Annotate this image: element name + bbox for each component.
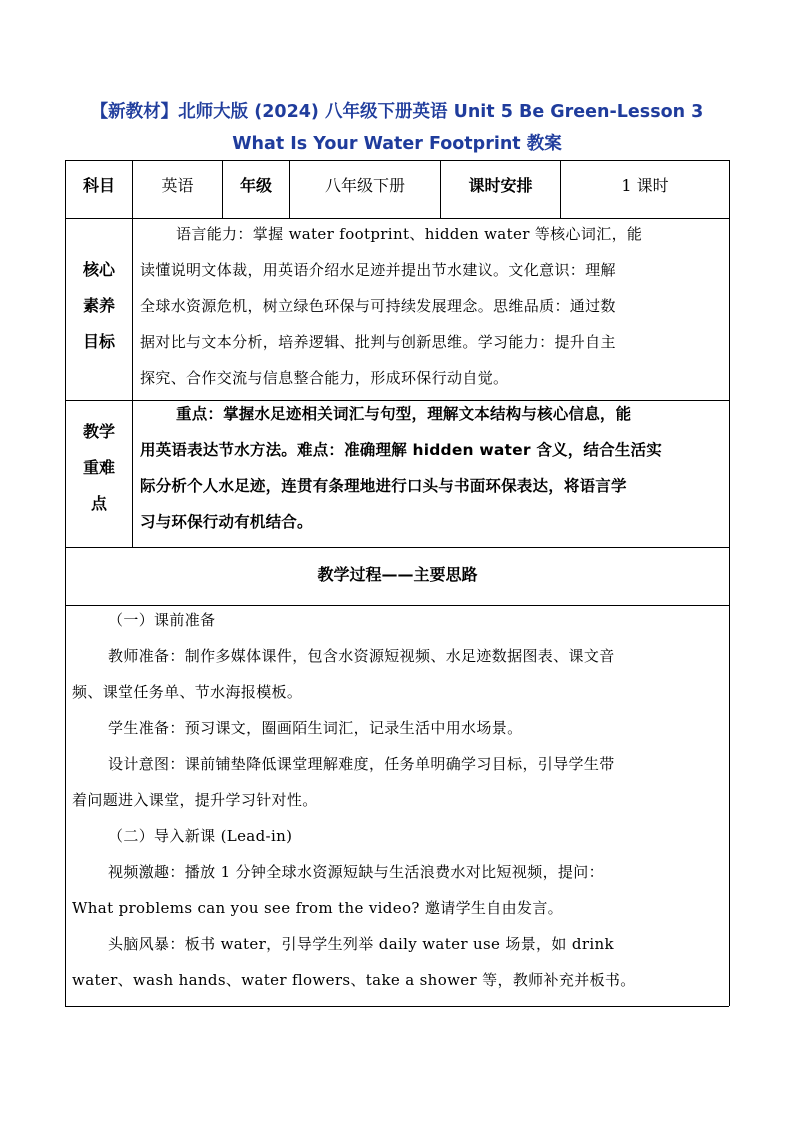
document-title-line-2: What Is Your Water Footprint 教案 bbox=[232, 134, 562, 154]
section-heading-prep: （一）课前准备 bbox=[108, 611, 216, 629]
grade-label: 年级 bbox=[239, 175, 272, 195]
process-heading: 教学过程——主要思路 bbox=[317, 564, 478, 584]
schedule-value: 1 课时 bbox=[621, 175, 669, 195]
document-title-line-1: 【新教材】北师大版 (2024) 八年级下册英语 Unit 5 Be Green-Lesson 3 bbox=[90, 102, 704, 122]
process-text: （一）课前准备 教师准备：制作多媒体课件，包含水资源短视频、水足迹数据图表、课文音 频、课堂任务单、节水海报模板。 学生准备：预习课文，圈画陌生词汇，记录生活中用水场景。 设计意图：课前铺垫降低课堂理解难度，任务单明确学习目标，引导学生带 着问题进入课堂，提升学习针对性。 （二）导入新课 (Lead-in) 视频激趣：播放 1 分钟全球水资源短缺与生活浪费水对比短视频，提问： What problems can you see from the video? 邀请学生自由发言。 头脑风暴：板书 water，引导学生列举 daily water use 场景，如 drink water、wash hands、water flowers、take a shower 等，教师补充并板书。 bbox=[72, 602, 724, 998]
goals-text: 语言能力：掌握 water footprint、hidden water 等核心词汇，能 读懂说明文体裁，用英语介绍水足迹并提出节水建议。文化意识：理解 全球水资源危机，树立绿色环保与可持续发展理念。思维品质：通过数 据对比与文本分析，培养逻辑、批判与创新思维。学习能力：提升自主 探究、合作交流与信息整合能力，形成环保行动自觉。 bbox=[140, 225, 643, 387]
section-heading-lead-in: （二）导入新课 (Lead-in) bbox=[108, 827, 293, 845]
schedule-label: 课时安排 bbox=[468, 175, 533, 195]
key-points-text: 重点：掌握水足迹相关词汇与句型，理解文本结构与核心信息，能 用英语表达节水方法。难点：准确理解 hidden water 含义，结合生活实 际分析个人水足迹，连贯有条理地进行口头与书面环保表达，将语言学 习与环保行动有机结合。 bbox=[140, 405, 662, 531]
subject-label: 科目 bbox=[82, 175, 115, 195]
grade-value: 八年级下册 bbox=[324, 175, 405, 195]
key-points-label: 教学 重难 点 bbox=[82, 422, 115, 513]
subject-value: 英语 bbox=[161, 175, 194, 195]
goals-label: 核心 素养 目标 bbox=[82, 260, 115, 351]
